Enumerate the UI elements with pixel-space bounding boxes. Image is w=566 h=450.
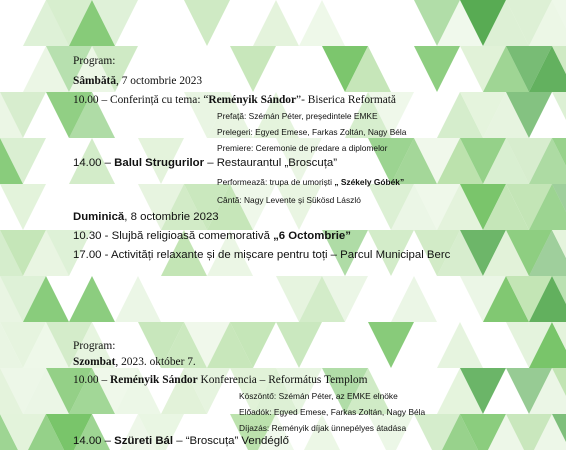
item-time: 10.30 - Slujbă religioasă comemorativă [73,230,274,242]
program-item-conference-ro [73,94,396,106]
item-time: 14.00 – [73,435,115,447]
day-name: Szombat [73,356,116,368]
program-item-ball-hu [73,435,289,447]
sub-item-preface-ro: Prefață: Szémán Péter, președintele EMKE [217,111,378,121]
item-location: – Restaurantul „Broscuța” [204,157,337,169]
item-location: ”- Biserica Reformată [296,94,396,106]
sub-item-speakers-hu: Előadók: Egyed Emese, Farkas Zoltán, Nagy Béla [239,407,426,417]
sub-item-awards-ro: Premiere: Ceremonie de predare a diplomelor [217,143,388,153]
day-name: Sâmbătă [73,75,117,87]
item-time: 10.00 – [73,374,111,386]
item-highlight: „6 Octombrie” [273,230,351,242]
day-date: , 7 octombrie 2023 [116,75,203,87]
perf-text: Performează: trupa de umoriști [217,177,335,187]
item-time: 10.00 – Conferință cu tema: “ [73,94,209,106]
day-date: , 2023. október 7. [115,356,196,368]
item-highlight: Balul Strugurilor [114,157,205,169]
day-heading-sunday-ro [73,211,219,223]
program-label-hu: Program: [73,340,116,352]
perf-name: „ Székely Góbék” [334,177,405,187]
day-heading-saturday-ro [73,75,202,87]
sub-item-singers-ro: Cântă: Nagy Levente și Sükösd László [217,195,361,205]
program-item-conference-hu [73,374,368,386]
item-highlight: Reményik Sándor [110,374,198,386]
program-item-memorial-ro [73,230,351,242]
item-location: – “Broscuța” Vendéglő [173,435,289,447]
program-label-ro: Program: [73,55,116,67]
program-item-activities-ro: 17.00 - Activități relaxante și de mișcare pentru toți – Parcul Municipal Berc [73,249,451,261]
day-date: , 8 octombrie 2023 [124,211,219,223]
program-item-ball-ro [73,157,337,169]
item-location: Konferencia – Református Templom [197,374,368,386]
sub-item-awards-hu: Díjazás: Reményik díjak ünnepélyes átadása [239,423,407,433]
sub-item-performers-ro [217,177,404,187]
item-time: 14.00 – [73,157,115,169]
item-highlight: Szüreti Bál [114,435,174,447]
item-highlight: Reményik Sándor [208,94,297,106]
sub-item-lectures-ro: Prelegeri: Egyed Emese, Farkas Zoltán, Nagy Béla [217,127,407,137]
sub-item-greeting-hu: Köszöntő: Szémán Péter, az EMKE elnöke [239,391,398,401]
day-heading-saturday-hu [73,356,196,368]
day-name: Duminică [73,211,125,223]
